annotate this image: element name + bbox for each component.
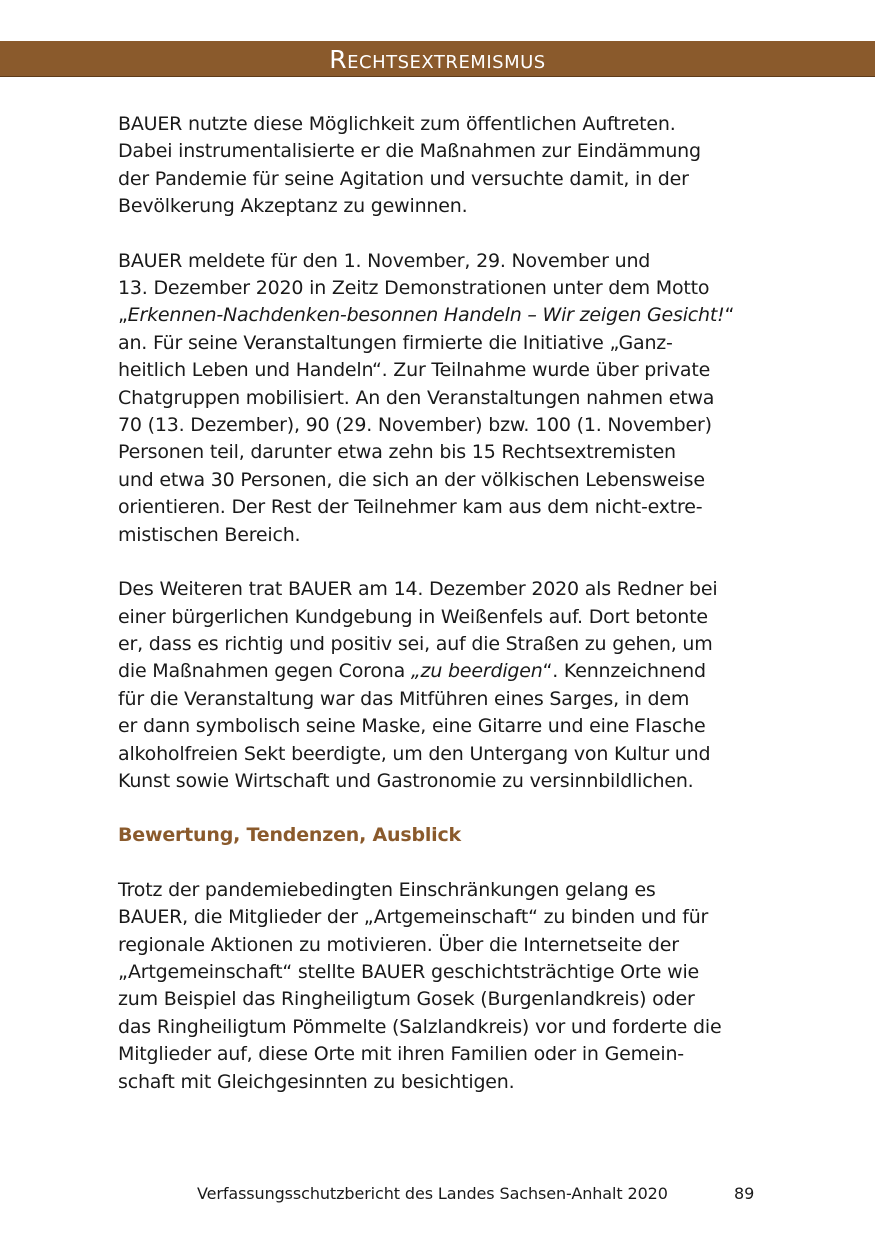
quote-zu-beerdigen: „zu beerdigen	[410, 660, 543, 683]
paragraph-3	[118, 576, 768, 795]
paragraph-2-part-1: BAUER meldete für den 1. November, 29. November und 13. Dezember 2020 in Zeitz Demonstrationen unter dem Motto „	[118, 249, 710, 327]
paragraph-3-part-2: “. Kennzeichnend für die Veranstaltung war das Mitführen eines Sarges, in dem er dann symbolisch seine Maske, eine Gitarre und eine Flasche alkoholfreien Sekt beerdigte, um den Untergang von Kultur und Kunst sowie Wirtschaft und Gastronomie zu versinnbildlichen.	[118, 660, 711, 792]
paragraph-2-part-2: “ an. Für seine Veranstaltungen firmierte die Initiative „Ganz- heitlich Leben und Handeln“. Zur Teilnahme wurde über private Chatgruppen mobilisiert. An den Veranstaltungen nahmen etwa 70 (13. Dezember), 90 (29. November) bzw. 100 (1. November) Personen teil, darunter etwa zehn bis 15 Rechtsextremisten und etwa 30 Personen, die sich an der völkischen Lebensweise orientieren. Der Rest der Teilnehmer kam aus dem nicht-extre- mistischen Bereich.	[118, 304, 735, 546]
paragraph-4: Trotz der pandemiebedingten Einschränkungen gelang es BAUER, die Mitglieder der „Artgemeinschaft“ zu binden und für regionale Aktionen zu motivieren. Über die Internetseite der „Artgemeinschaft“ stellte BAUER geschichtsträchtige Orte wie zum Beispiel das Ringheiligtum Gosek (Burgenlandkreis) oder das Ringheiligtum Pömmelte (Salzlandkreis) vor und forderte die Mitglieder auf, diese Orte mit ihren Familien oder in Gemein- schaft mit Gleichgesinnten zu besichtigen.	[118, 878, 722, 1093]
footer-publication-title: Verfassungsschutzbericht des Landes Sachsen-Anhalt 2020	[197, 1184, 668, 1203]
page-number: 89	[734, 1184, 755, 1203]
section-heading: Bewertung, Tendenzen, Ausblick	[118, 824, 461, 847]
paragraph-1: BAUER nutzte diese Möglichkeit zum öffentlichen Auftreten. Dabei instrumentalisierte er die Maßnahmen zur Eindämmung der Pandemie für seine Agitation und versuchte damit, in der Bevölkerung Akzeptanz zu gewinnen.	[118, 113, 701, 218]
motto-quote: Erkennen-Nachdenken-besonnen Handeln – Wir zeigen Gesicht!	[127, 304, 725, 327]
chapter-title: Rechtsextremismus	[329, 45, 546, 74]
paragraph-3-part-1: Des Weiteren trat BAUER am 14. Dezember 2020 als Redner bei einer bürgerlichen Kundgebung in Weißenfels auf. Dort betonte er, dass es richtig und positiv sei, auf die Straßen zu gehen, um die Maßnahmen gegen Corona	[118, 578, 718, 683]
paragraph-2	[118, 248, 768, 549]
chapter-header-band	[0, 41, 875, 77]
page-body	[118, 111, 768, 1123]
page-footer	[0, 1180, 875, 1208]
